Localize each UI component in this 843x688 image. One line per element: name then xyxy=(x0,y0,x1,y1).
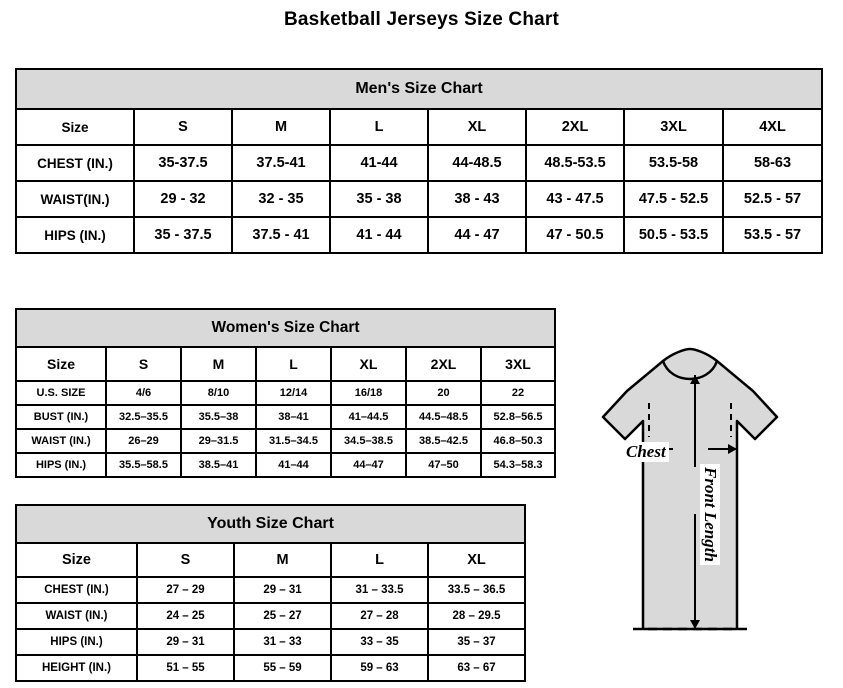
row-label: HIPS (IN.) xyxy=(16,629,137,655)
table-row xyxy=(16,145,822,181)
mens-chart-caption: Men's Size Chart xyxy=(16,69,822,109)
column-header-size: Size xyxy=(16,543,137,577)
chest-measure-label: Chest xyxy=(623,442,669,462)
table-cell: 54.3–58.3 xyxy=(481,453,555,477)
table-cell: 52.8–56.5 xyxy=(481,405,555,429)
table-header-row xyxy=(16,347,555,381)
table-cell: 24 – 25 xyxy=(137,603,234,629)
youth-size-chart-table xyxy=(15,504,526,682)
mens-size-chart-table xyxy=(15,68,823,254)
table-cell: 53.5 - 57 xyxy=(723,217,822,253)
page-title: Basketball Jerseys Size Chart xyxy=(283,9,560,30)
column-header-2xl: 2XL xyxy=(406,347,481,381)
youth-chart-caption: Youth Size Chart xyxy=(16,505,525,543)
column-header-xl: XL xyxy=(331,347,406,381)
table-cell: 27 – 29 xyxy=(137,577,234,603)
column-header-4xl: 4XL xyxy=(723,109,822,145)
shirt-measurement-diagram xyxy=(545,339,835,684)
row-label: WAIST (IN.) xyxy=(16,603,137,629)
table-cell: 38.5–42.5 xyxy=(406,429,481,453)
column-header-s: S xyxy=(134,109,232,145)
table-cell: 51 – 55 xyxy=(137,655,234,681)
table-cell: 29 - 32 xyxy=(134,181,232,217)
column-header-l: L xyxy=(330,109,428,145)
table-cell: 4/6 xyxy=(106,381,181,405)
column-header-3xl: 3XL xyxy=(624,109,723,145)
table-cell: 41-44 xyxy=(330,145,428,181)
column-header-size: Size xyxy=(16,347,106,381)
table-caption-row xyxy=(16,69,822,109)
column-header-m: M xyxy=(234,543,331,577)
table-cell: 35-37.5 xyxy=(134,145,232,181)
table-cell: 44–47 xyxy=(331,453,406,477)
table-cell: 63 – 67 xyxy=(428,655,525,681)
table-cell: 27 – 28 xyxy=(331,603,428,629)
row-label: BUST (IN.) xyxy=(16,405,106,429)
table-cell: 52.5 - 57 xyxy=(723,181,822,217)
table-cell: 22 xyxy=(481,381,555,405)
table-cell: 16/18 xyxy=(331,381,406,405)
table-row xyxy=(16,181,822,217)
column-header-m: M xyxy=(181,347,256,381)
table-header-row xyxy=(16,543,525,577)
table-row xyxy=(16,381,555,405)
table-cell: 44-48.5 xyxy=(428,145,526,181)
table-cell: 28 – 29.5 xyxy=(428,603,525,629)
column-header-l: L xyxy=(256,347,331,381)
column-header-3xl: 3XL xyxy=(481,347,555,381)
row-label: WAIST (IN.) xyxy=(16,429,106,453)
table-cell: 55 – 59 xyxy=(234,655,331,681)
table-cell: 31.5–34.5 xyxy=(256,429,331,453)
table-cell: 58-63 xyxy=(723,145,822,181)
row-label: HIPS (IN.) xyxy=(16,217,134,253)
table-cell: 43 - 47.5 xyxy=(526,181,624,217)
row-label: HIPS (IN.) xyxy=(16,453,106,477)
table-cell: 47 - 50.5 xyxy=(526,217,624,253)
table-row xyxy=(16,577,525,603)
column-header-size: Size xyxy=(16,109,134,145)
column-header-xl: XL xyxy=(428,109,526,145)
table-cell: 41 - 44 xyxy=(330,217,428,253)
table-cell: 53.5-58 xyxy=(624,145,723,181)
table-header-row xyxy=(16,109,822,145)
table-cell: 35 - 38 xyxy=(330,181,428,217)
table-cell: 41–44.5 xyxy=(331,405,406,429)
table-cell: 25 – 27 xyxy=(234,603,331,629)
column-header-s: S xyxy=(106,347,181,381)
column-header-m: M xyxy=(232,109,330,145)
table-cell: 8/10 xyxy=(181,381,256,405)
front-length-measure-label: Front Length xyxy=(700,464,720,565)
table-cell: 37.5-41 xyxy=(232,145,330,181)
table-cell: 33.5 – 36.5 xyxy=(428,577,525,603)
table-cell: 38–41 xyxy=(256,405,331,429)
row-label: CHEST (IN.) xyxy=(16,145,134,181)
row-label: WAIST(IN.) xyxy=(16,181,134,217)
table-cell: 48.5-53.5 xyxy=(526,145,624,181)
table-cell: 33 – 35 xyxy=(331,629,428,655)
table-row xyxy=(16,405,555,429)
row-label: HEIGHT (IN.) xyxy=(16,655,137,681)
table-cell: 32.5–35.5 xyxy=(106,405,181,429)
column-header-2xl: 2XL xyxy=(526,109,624,145)
table-cell: 41–44 xyxy=(256,453,331,477)
table-row xyxy=(16,429,555,453)
table-cell: 37.5 - 41 xyxy=(232,217,330,253)
table-cell: 35 – 37 xyxy=(428,629,525,655)
table-cell: 20 xyxy=(406,381,481,405)
row-label: U.S. SIZE xyxy=(16,381,106,405)
column-header-l: L xyxy=(331,543,428,577)
table-cell: 12/14 xyxy=(256,381,331,405)
table-cell: 29 – 31 xyxy=(234,577,331,603)
table-row xyxy=(16,217,822,253)
table-cell: 35.5–38 xyxy=(181,405,256,429)
table-caption-row xyxy=(16,309,555,347)
column-header-xl: XL xyxy=(428,543,525,577)
row-label: CHEST (IN.) xyxy=(16,577,137,603)
table-cell: 26–29 xyxy=(106,429,181,453)
table-cell: 38 - 43 xyxy=(428,181,526,217)
table-cell: 47–50 xyxy=(406,453,481,477)
table-cell: 35.5–58.5 xyxy=(106,453,181,477)
table-cell: 32 - 35 xyxy=(232,181,330,217)
table-row xyxy=(16,453,555,477)
table-row xyxy=(16,655,525,681)
table-cell: 44.5–48.5 xyxy=(406,405,481,429)
table-cell: 31 – 33.5 xyxy=(331,577,428,603)
table-cell: 50.5 - 53.5 xyxy=(624,217,723,253)
table-cell: 29–31.5 xyxy=(181,429,256,453)
womens-chart-caption: Women's Size Chart xyxy=(16,309,555,347)
table-cell: 38.5–41 xyxy=(181,453,256,477)
table-cell: 44 - 47 xyxy=(428,217,526,253)
column-header-s: S xyxy=(137,543,234,577)
table-cell: 59 – 63 xyxy=(331,655,428,681)
table-cell: 31 – 33 xyxy=(234,629,331,655)
womens-size-chart-table xyxy=(15,308,556,478)
table-cell: 35 - 37.5 xyxy=(134,217,232,253)
jersey-illustration-icon xyxy=(545,339,835,684)
table-cell: 46.8–50.3 xyxy=(481,429,555,453)
table-cell: 47.5 - 52.5 xyxy=(624,181,723,217)
table-cell: 34.5–38.5 xyxy=(331,429,406,453)
table-row xyxy=(16,629,525,655)
table-row xyxy=(16,603,525,629)
table-cell: 29 – 31 xyxy=(137,629,234,655)
table-caption-row xyxy=(16,505,525,543)
